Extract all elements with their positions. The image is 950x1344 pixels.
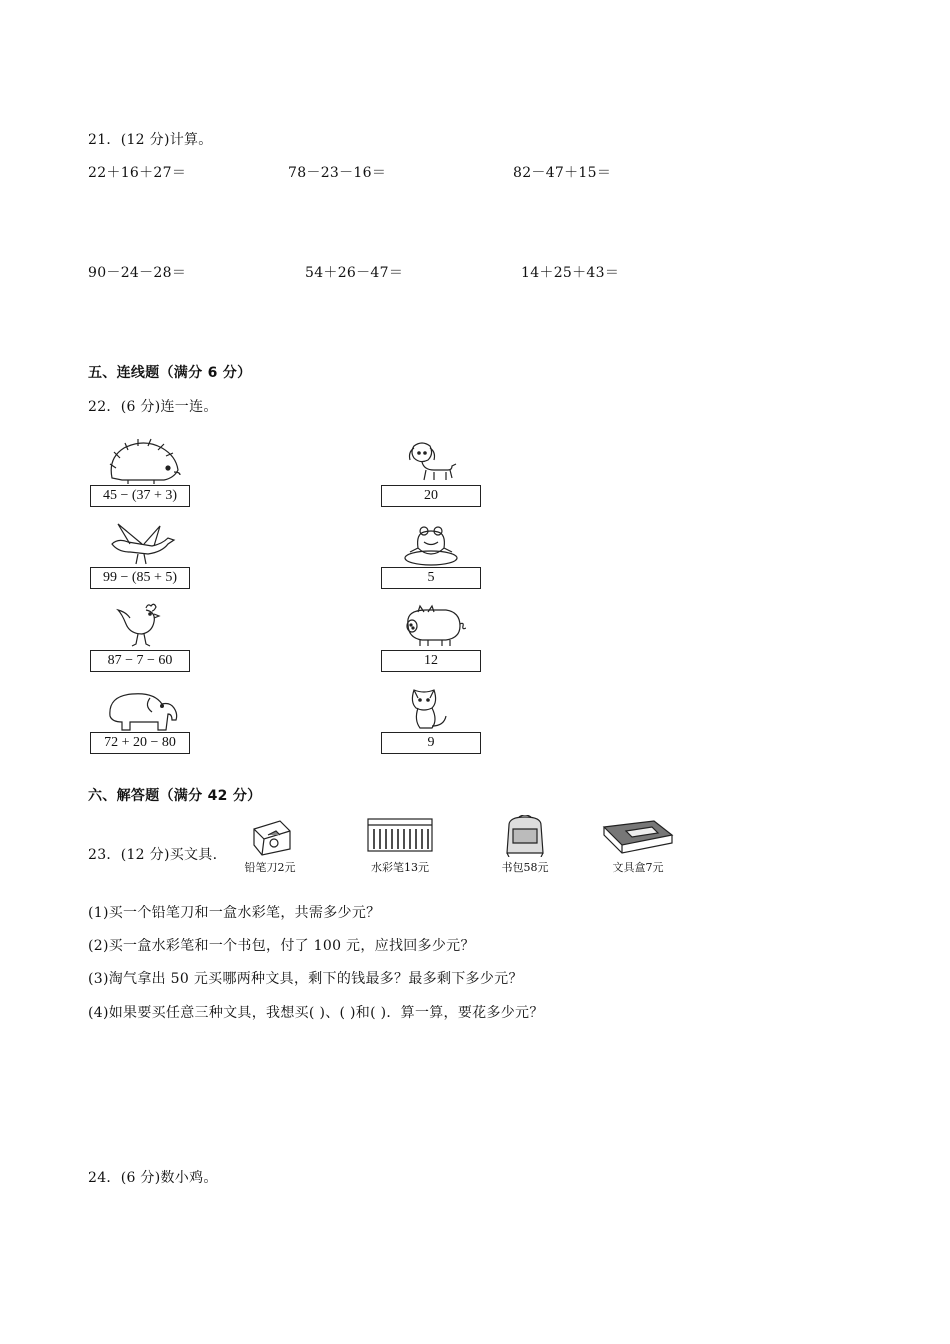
question-21-title: 21．(12 分)计算。 xyxy=(88,132,213,148)
calc-item: 54＋26－47＝ xyxy=(305,265,404,281)
value-box[interactable]: 20 xyxy=(381,485,481,507)
section-5-heading: 五、连线题（满分 6 分） xyxy=(88,365,252,381)
cat-icon xyxy=(404,686,454,732)
item-label: 书包58元 xyxy=(501,861,549,874)
goose-icon xyxy=(108,522,178,566)
value-box[interactable]: 5 xyxy=(381,567,481,589)
frog-icon xyxy=(402,522,460,566)
rooster-icon xyxy=(116,602,168,648)
value-box[interactable]: 9 xyxy=(381,732,481,754)
watercolor-pens-icon xyxy=(366,815,434,857)
expression-box[interactable]: 99 − (85 + 5) xyxy=(90,567,190,589)
question-24-title: 24．(6 分)数小鸡。 xyxy=(88,1170,218,1186)
question-22-title: 22．(6 分)连一连。 xyxy=(88,399,218,415)
elephant-icon xyxy=(104,686,182,732)
calc-item: 90－24－28＝ xyxy=(88,265,187,281)
schoolbag-icon xyxy=(495,815,555,857)
item-label: 文具盒7元 xyxy=(612,861,664,874)
question-23-part: (4)如果要买任意三种文具，我想买( )、( )和( )．算一算，要花多少元？ xyxy=(88,1005,544,1021)
calc-item: 82－47＋15＝ xyxy=(513,165,612,181)
hedgehog-icon xyxy=(104,438,184,484)
question-23-title: 23．(12 分)买文具. xyxy=(88,847,218,863)
expression-box[interactable]: 87 − 7 − 60 xyxy=(90,650,190,672)
stationery-item xyxy=(495,815,555,879)
expression-box[interactable]: 72 + 20 − 80 xyxy=(90,732,190,754)
pig-icon xyxy=(400,604,466,648)
pencil-case-icon xyxy=(600,815,676,857)
stationery-item xyxy=(240,815,300,879)
item-label: 铅笔刀2元 xyxy=(244,861,296,874)
question-23-part: (3)淘气拿出 50 元买哪两种文具，剩下的钱最多？最多剩下多少元？ xyxy=(88,971,523,987)
pencil-sharpener-icon xyxy=(240,815,300,857)
question-23-part: (1)买一个铅笔刀和一盒水彩笔，共需多少元？ xyxy=(88,905,381,921)
calc-item: 78－23－16＝ xyxy=(288,165,387,181)
calc-item: 14＋25＋43＝ xyxy=(521,265,620,281)
stationery-item xyxy=(366,815,434,879)
section-6-heading: 六、解答题（满分 42 分） xyxy=(88,788,262,804)
item-label: 水彩笔13元 xyxy=(371,861,429,874)
dog-icon xyxy=(404,440,458,484)
question-23-part: (2)买一盒水彩笔和一个书包，付了 100 元，应找回多少元？ xyxy=(88,938,475,954)
expression-box[interactable]: 45 − (37 + 3) xyxy=(90,485,190,507)
calc-item: 22＋16＋27＝ xyxy=(88,165,187,181)
value-box[interactable]: 12 xyxy=(381,650,481,672)
stationery-item xyxy=(600,815,676,879)
